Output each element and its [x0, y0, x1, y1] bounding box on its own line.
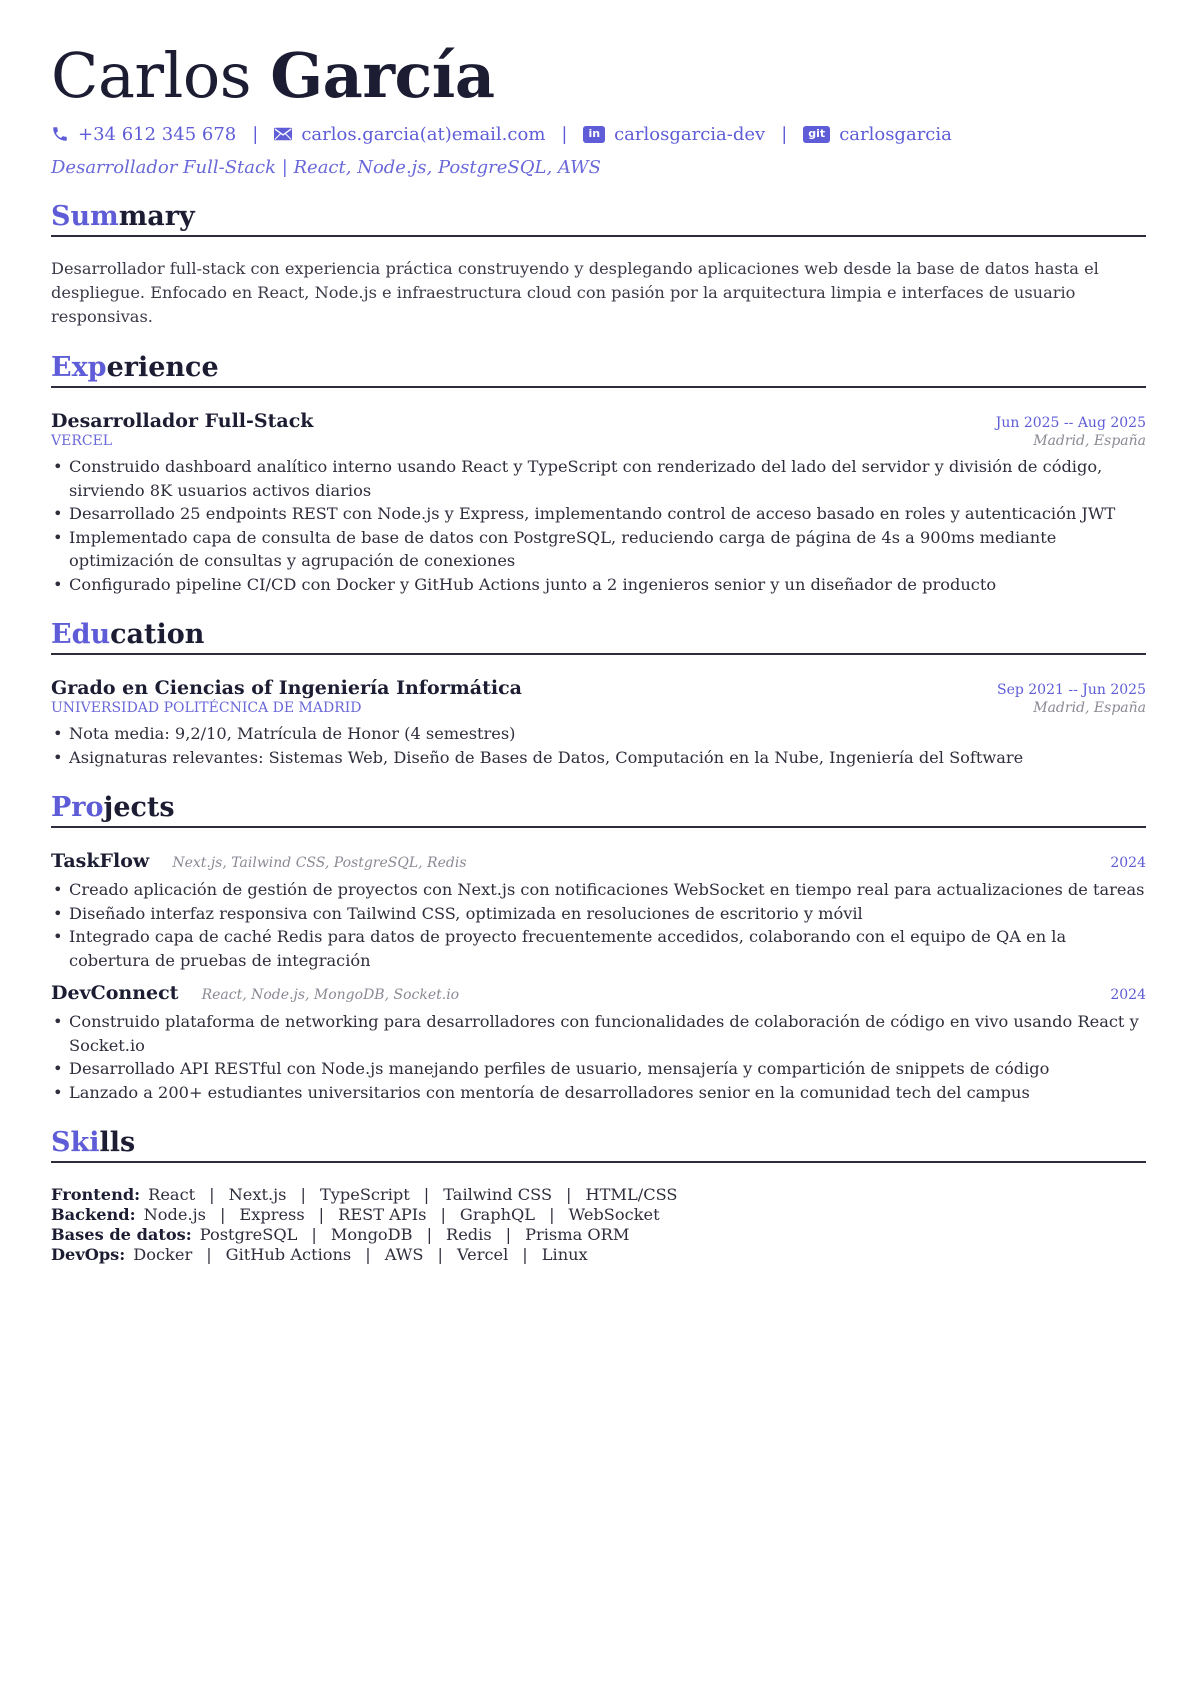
skill-separator: | — [311, 1225, 317, 1244]
bullet-list — [51, 1010, 1146, 1104]
skill-item: TypeScript — [319, 1185, 410, 1204]
project-tech-stack: Next.js, Tailwind CSS, PostgreSQL, Redis — [172, 855, 467, 871]
bullet-item: • Implementado capa de consulta de base de datos con PostgreSQL, reduciendo carga de página de 4s a 900ms mediante optimización de consultas y agrupación de conexiones — [51, 526, 1146, 573]
skill-item: Docker — [133, 1245, 193, 1264]
skill-item: Node.js — [143, 1205, 206, 1224]
skill-item: WebSocket — [568, 1205, 660, 1224]
bullet-list — [51, 455, 1146, 596]
skill-separator: | — [426, 1225, 433, 1244]
contact-bar — [51, 119, 1146, 149]
bullet-item: • Nota media: 9,2/10, Matrícula de Honor (4 semestres) — [51, 722, 1146, 746]
skill-separator: | — [505, 1225, 512, 1244]
contact-linkedin[interactable] — [583, 124, 765, 145]
skill-category-label: Frontend: — [51, 1185, 141, 1204]
bullet-item: • Lanzado a 200+ estudiantes universitarios con mentoría de desarrolladores senior en la comunidad tech del campus — [51, 1081, 1146, 1105]
candidate-name — [51, 36, 1146, 116]
skill-separator: | — [318, 1205, 325, 1224]
github-handle: carlosgarcia — [839, 123, 952, 145]
section-title-rest: jects — [103, 792, 175, 823]
summary-text: Desarrollador full-stack con experiencia práctica construyendo y desplegando aplicaciones web desde la base de datos hasta el despliegue. Enfocado en React, Node.js e infraestructura cloud con pasión por la arquitectura limpia e interfaces de usuario responsivas. — [51, 259, 1099, 326]
contact-github[interactable] — [803, 124, 952, 145]
bullet-item: • Construido plataforma de networking para desarrolladores con funcionalidades de colaboración de código en vivo usando React y Socket.io — [51, 1010, 1146, 1057]
entry-header — [51, 677, 1146, 699]
skill-separator: | — [423, 1185, 430, 1204]
linkedin-handle: carlosgarcia-dev — [614, 123, 766, 145]
linkedin-icon: in — [583, 126, 605, 143]
skills-list — [51, 1185, 1146, 1265]
last-name: García — [270, 39, 495, 112]
skill-row-backend — [51, 1205, 1146, 1225]
skill-item: Express — [239, 1205, 305, 1224]
resume-page — [51, 36, 1146, 1265]
contact-email[interactable] — [274, 124, 545, 145]
entry-subheader — [51, 699, 1146, 716]
project-entry — [51, 982, 1146, 1104]
bullet-item: • Configurado pipeline CI/CD con Docker y GitHub Actions junto a 2 ingenieros senior y un diseñador de producto — [51, 573, 1146, 597]
section-title-accent: Exp — [51, 352, 107, 383]
university-name: UNIVERSIDAD POLITÉCNICA DE MADRID — [51, 700, 362, 716]
entry-subheader — [51, 432, 1146, 449]
job-dates: Jun 2025 -- Aug 2025 — [995, 415, 1146, 431]
bullet-item: • Desarrollado API RESTful con Node.js manejando perfiles de usuario, mensajería y compartición de snippets de código — [51, 1057, 1146, 1081]
phone-number: +34 612 345 678 — [78, 123, 237, 145]
skill-item: Prisma ORM — [525, 1225, 630, 1244]
section-title-projects — [51, 791, 1146, 828]
skill-separator: | — [300, 1185, 306, 1204]
section-title-summary — [51, 200, 1146, 237]
bullet-item: • Construido dashboard analítico interno usando React y TypeScript con renderizado del lado del servidor y división de código, sirviendo 8K usuarios activos diarios — [51, 455, 1146, 502]
contact-separator: | — [252, 123, 259, 145]
github-icon: git — [803, 126, 830, 143]
skill-separator: | — [440, 1205, 446, 1224]
section-title-rest: mary — [118, 201, 195, 232]
section-title-rest: erience — [106, 352, 219, 383]
headline: Desarrollador Full-Stack | React, Node.js, PostgreSQL, AWS — [51, 157, 601, 178]
bullet-item: • Asignaturas relevantes: Sistemas Web, Diseño de Bases de Datos, Computación en la Nube, Ingeniería del Software — [51, 746, 1146, 770]
section-title-accent: Ski — [51, 1127, 100, 1158]
project-header — [51, 850, 1146, 872]
skill-item: AWS — [384, 1245, 424, 1264]
bullet-item: • Diseñado interfaz responsiva con Tailwind CSS, optimizada en resoluciones de escritorio y móvil — [51, 902, 1146, 926]
project-year: 2024 — [1110, 987, 1146, 1003]
skill-category-label: Bases de datos: — [51, 1225, 192, 1244]
skill-item: Redis — [446, 1225, 492, 1244]
section-title-experience — [51, 351, 1146, 388]
contact-phone[interactable] — [51, 124, 236, 145]
skill-item: GitHub Actions — [225, 1245, 352, 1264]
first-name: Carlos — [51, 39, 252, 112]
bullet-list — [51, 722, 1146, 769]
skill-separator: | — [206, 1245, 212, 1264]
section-title-accent: Sum — [51, 201, 119, 232]
section-title-accent: Edu — [51, 619, 111, 650]
job-location: Madrid, España — [1033, 433, 1146, 449]
section-title-skills — [51, 1126, 1146, 1163]
project-header — [51, 982, 1146, 1004]
skill-item: PostgreSQL — [199, 1225, 298, 1244]
skill-item: GraphQL — [459, 1205, 536, 1224]
skill-item: REST APIs — [338, 1205, 427, 1224]
degree-title: Grado en Ciencias of Ingeniería Informática — [51, 677, 522, 699]
skill-item: Linux — [541, 1245, 588, 1264]
project-entry — [51, 850, 1146, 972]
section-title-accent: Pro — [51, 792, 104, 823]
job-title: Desarrollador Full-Stack — [51, 410, 314, 432]
project-tech-stack: React, Node.js, MongoDB, Socket.io — [201, 987, 460, 1003]
education-dates: Sep 2021 -- Jun 2025 — [996, 682, 1146, 698]
skill-row-devops — [51, 1245, 1146, 1265]
project-year: 2024 — [1110, 855, 1146, 871]
skill-item: React — [148, 1185, 196, 1204]
skill-separator: | — [437, 1245, 443, 1264]
contact-separator: | — [781, 123, 788, 145]
mail-icon — [274, 127, 292, 141]
section-title-rest: cation — [110, 619, 205, 650]
skill-separator: | — [365, 1245, 371, 1264]
bullet-item: • Desarrollado 25 endpoints REST con Node.js y Express, implementando control de acceso basado en roles y autenticación JWT — [51, 502, 1146, 526]
skill-item: MongoDB — [330, 1225, 413, 1244]
skill-item: HTML/CSS — [585, 1185, 678, 1204]
project-name: DevConnect — [51, 982, 179, 1004]
bullet-item: • Integrado capa de caché Redis para datos de proyecto frecuentemente accedidos, colaborando con el equipo de QA en la cobertura de pruebas de integración — [51, 925, 1146, 972]
skill-separator: | — [219, 1205, 226, 1224]
skill-item: Tailwind CSS — [443, 1185, 553, 1204]
section-title-rest: lls — [99, 1127, 136, 1158]
skill-item: Vercel — [456, 1245, 509, 1264]
skill-separator: | — [522, 1245, 528, 1264]
bullet-list — [51, 878, 1146, 972]
skill-category-label: DevOps: — [51, 1245, 126, 1264]
bullet-item: • Creado aplicación de gestión de proyectos con Next.js con notificaciones WebSocket en tiempo real para actualizaciones de tareas — [51, 878, 1146, 902]
skill-category-label: Backend: — [51, 1205, 136, 1224]
skill-separator: | — [549, 1205, 555, 1224]
experience-entry — [51, 410, 1146, 596]
skill-row-databases — [51, 1225, 1146, 1245]
phone-icon — [51, 125, 69, 143]
project-name: TaskFlow — [51, 850, 150, 872]
email-address: carlos.garcia(at)email.com — [301, 123, 546, 145]
company-name: VERCEL — [51, 433, 113, 449]
skill-separator: | — [566, 1185, 572, 1204]
skill-item: Next.js — [228, 1185, 287, 1204]
entry-header — [51, 410, 1146, 432]
education-location: Madrid, España — [1033, 700, 1146, 716]
section-title-education — [51, 618, 1146, 655]
skill-separator: | — [209, 1185, 215, 1204]
skill-row-frontend — [51, 1185, 1146, 1205]
education-entry — [51, 677, 1146, 769]
contact-separator: | — [561, 123, 568, 145]
